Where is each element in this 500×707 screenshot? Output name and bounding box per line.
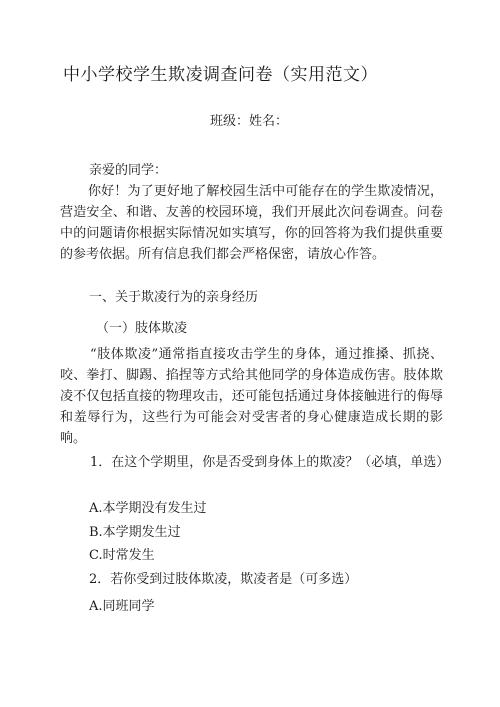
question-1-option-a[interactable]: A.本学期没有发生过	[89, 501, 207, 516]
physical-bullying-description: “肢体欺凌”通常指直接攻击学生的身体，通过推搡、抓挠、咬、拳打、脚踢、掐捏等方式给其他同学的身体造成伤害。肢体欺凌不仅包括直接的物理攻击，还可能包括通过身体接触进行的侮辱和羞辱行为，这些行为可能会对受害者的身心健康造成长期的影响。	[60, 347, 443, 446]
question-2: 2．若你受到过肢体欺凌，欺凌者是（可多选）	[89, 572, 358, 587]
section-heading: 一、关于欺凌行为的亲身经历	[89, 290, 259, 305]
question-2-option-a[interactable]: A.同班同学	[89, 599, 155, 614]
question-1-option-c[interactable]: C.时常发生	[89, 548, 155, 563]
document-title: 中小学校学生欺凌调查问卷（实用范文）	[63, 65, 378, 85]
question-1: 1．在这个学期里，你是否受到身体上的欺凌？（必填，单选）	[90, 455, 450, 470]
intro-paragraph: 你好！为了更好地了解校园生活中可能存在的学生欺凌情况，营造安全、和谐、友善的校园环境，我们开展此次问卷调查。问卷中的问题请你根据实际情况如实填写，你的回答将为我们提供重要的参考依据。所有信息我们都会严格保密，请放心作答。	[60, 184, 443, 262]
greeting: 亲爱的同学：	[89, 163, 168, 178]
question-1-option-b[interactable]: B.本学期发生过	[89, 525, 181, 540]
class-name-line: 班级：姓名：	[210, 114, 289, 129]
subsection-heading: （一）肢体欺凌	[96, 321, 188, 336]
